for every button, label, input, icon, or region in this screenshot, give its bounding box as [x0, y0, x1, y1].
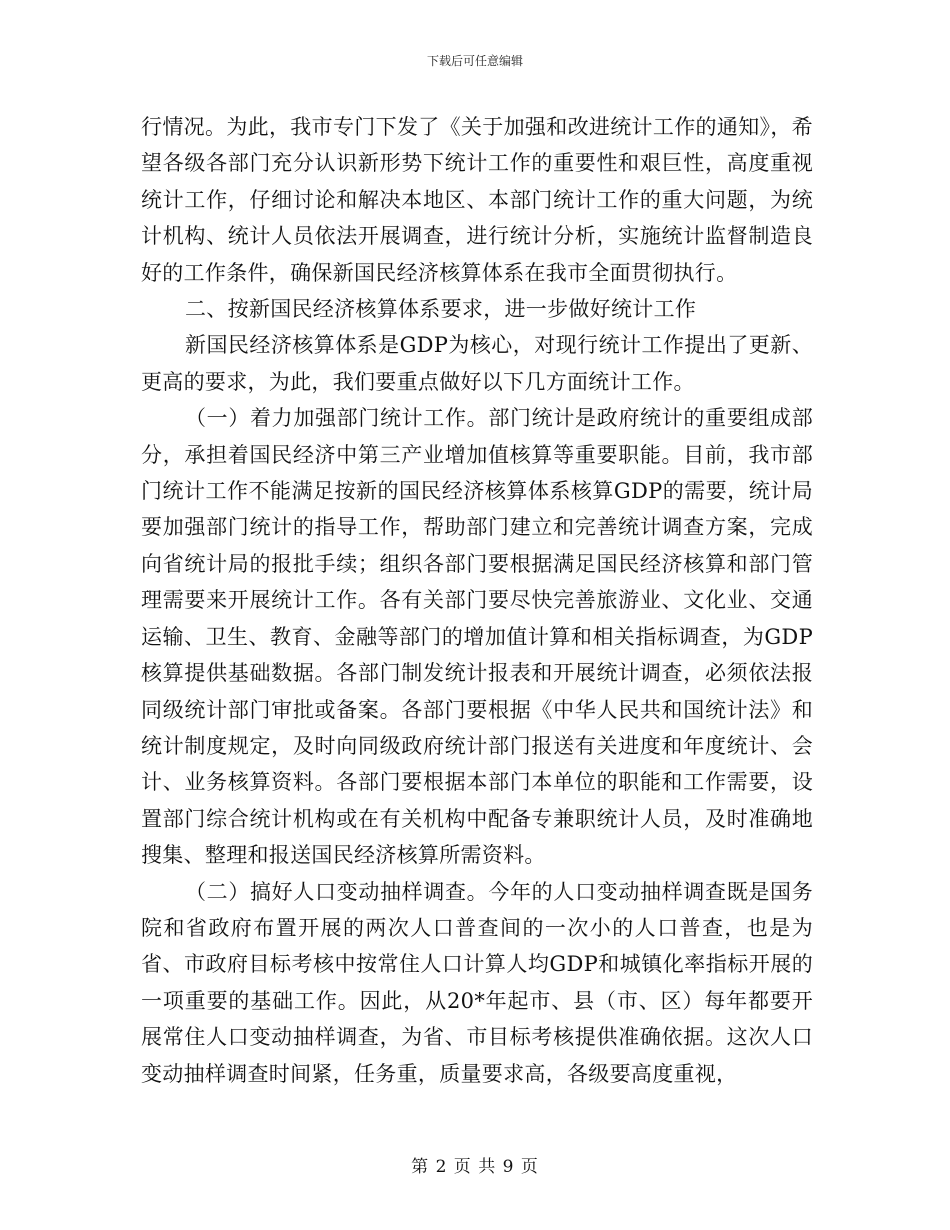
paragraph-item-1: （一）着力加强部门统计工作。部门统计是政府统计的重要组成部分，承担着国民经济中第三产业增加值核算等重要职能。目前，我市部门统计工作不能满足按新的国民经济核算体系核算GDP的需要，统计局要加强部门统计的指导工作，帮助部门建立和完善统计调查方案，完成向省统计局的报批手续；组织各部门要根据满足国民经济核算和部门管理需要来开展统计工作。各有关部门要尽快完善旅游业、文化业、交通运输、卫生、教育、金融等部门的增加值计算和相关指标调查，为GDP核算提供基础数据。各部门制发统计报表和开展统计调查，必须依法报同级统计部门审批或备案。各部门要根据《中华人民共和国统计法》和统计制度规定，及时向同级政府统计部门报送有关进度和年度统计、会计、业务核算资料。各部门要根据本部门本单位的职能和工作需要，设置部门综合统计机构或在有关机构中配备专兼职统计人员，及时准确地搜集、整理和报送国民经济核算所需资料。	[141, 406, 813, 868]
paragraph-item-2: （二）搞好人口变动抽样调查。今年的人口变动抽样调查既是国务院和省政府布置开展的两次人口普查间的一次小的人口普查，也是为省、市政府目标考核中按常住人口计算人均GDP和城镇化率指标开展的一项重要的基础工作。因此，从20*年起市、县（市、区）每年都要开展常住人口变动抽样调查，为省、市目标考核提供准确依据。这次人口变动抽样调查时间紧，任务重，质量要求高，各级要高度重视，	[141, 879, 813, 1086]
paragraph-intro: 新国民经济核算体系是GDP为核心，对现行统计工作提出了更新、更高的要求，为此，我们要重点做好以下几方面统计工作。	[141, 333, 813, 394]
paragraph-continuation: 行情况。为此，我市专门下发了《关于加强和改进统计工作的通知》，希望各级各部门充分认识新形势下统计工作的重要性和艰巨性，高度重视统计工作，仔细讨论和解决本地区、本部门统计工作的重大问题，为统计机构、统计人员依法开展调查，进行统计分析，实施统计监督制造良好的工作条件，确保新国民经济核算体系在我市全面贯彻执行。	[141, 115, 813, 285]
page-header: 下载后可任意编辑	[426, 54, 523, 68]
body-text	[141, 109, 813, 1092]
section-heading: 二、按新国民经济核算体系要求，进一步做好统计工作	[185, 297, 697, 322]
page-number-footer: 第 2 页 共 9 页	[411, 1157, 539, 1177]
